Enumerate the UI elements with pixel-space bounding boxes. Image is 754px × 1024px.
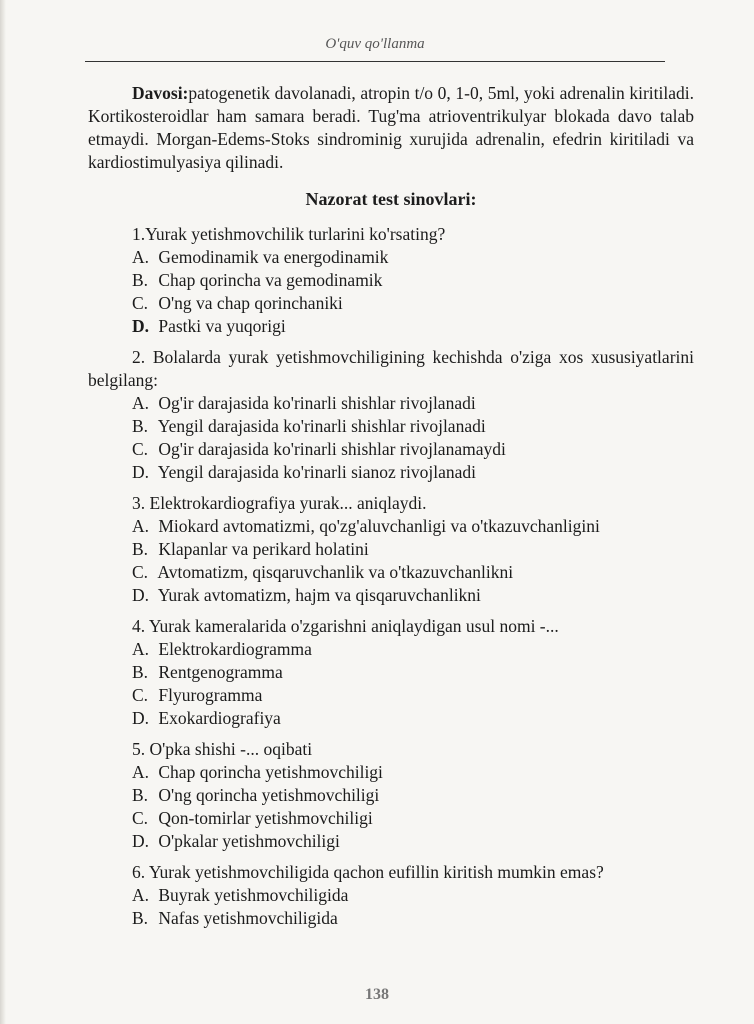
option-text: Buyrak yetishmovchiligida <box>158 885 349 905</box>
option-text: Elektrokardiogramma <box>158 639 312 659</box>
option-letter: A. <box>132 393 150 413</box>
option-text: O'ng va chap qorinchaniki <box>158 293 343 313</box>
option-letter: C. <box>132 685 149 705</box>
option-item <box>132 884 694 907</box>
option-letter: D. <box>132 831 150 851</box>
option-letter: A. <box>132 247 150 267</box>
option-text: Flyurogramma <box>158 685 263 705</box>
option-text: Miokard avtomatizmi, qo'zg'aluvchanligi va o'tkazuvchanligini <box>158 516 600 536</box>
option-item <box>132 392 694 415</box>
question-5 <box>88 738 694 853</box>
option-item <box>132 246 694 269</box>
option-item <box>132 761 694 784</box>
option-item <box>132 707 694 730</box>
option-item <box>132 438 694 461</box>
intro-text: patogenetik davolanadi, atropin t/o 0, 1-0, 5ml, yoki adrenalin kiritiladi. Kortikosteroidlar ham samara beradi. Tug'ma atrioventrikulyar blokada davo talab etmaydi. Morgan-Edems-Stoks sindrominig xurujida adrenalin, efedrin kiritiladi va kardiostimulyasiya qilinadi. <box>88 83 694 172</box>
option-letter: B. <box>132 270 149 290</box>
option-item <box>132 292 694 315</box>
option-text: Og'ir darajasida ko'rinarli shishlar rivojlanadi <box>158 393 476 413</box>
option-text: Chap qorincha yetishmovchiligi <box>158 762 383 782</box>
header-rule <box>85 61 665 62</box>
intro-paragraph <box>88 82 694 174</box>
option-letter: B. <box>132 908 149 928</box>
option-text: Nafas yetishmovchiligida <box>158 908 338 928</box>
option-text: Og'ir darajasida ko'rinarli shishlar rivojlanamaydi <box>158 439 506 459</box>
option-letter: D. <box>132 585 150 605</box>
option-item <box>132 315 694 338</box>
question-text: 3. Elektrokardiografiya yurak... aniqlaydi. <box>132 493 427 513</box>
option-item <box>132 584 694 607</box>
option-list <box>88 884 694 930</box>
section-title: Nazorat test sinovlari: <box>305 189 477 209</box>
option-item <box>132 661 694 684</box>
option-item <box>132 807 694 830</box>
running-header: O'quv qo'llanma <box>325 36 425 52</box>
option-list <box>88 246 694 338</box>
intro-label: Davosi: <box>132 83 189 103</box>
option-letter: D. <box>132 462 150 482</box>
option-item <box>132 269 694 292</box>
option-text: Yurak avtomatizm, hajm va qisqaruvchanlikni <box>157 585 481 605</box>
option-letter: B. <box>132 539 149 559</box>
question-text: 4. Yurak kameralarida o'zgarishni aniqlaydigan usul nomi -... <box>132 616 559 636</box>
question-text: 2. Bolalarda yurak yetishmovchiligining kechishda o'ziga xos xususiyatlarini belgilang: <box>88 347 694 390</box>
option-letter: A. <box>132 516 150 536</box>
question-4 <box>88 615 694 730</box>
option-text: Rentgenogramma <box>158 662 283 682</box>
option-text: Qon-tomirlar yetishmovchiligi <box>158 808 373 828</box>
question-1 <box>88 223 694 338</box>
page-edge <box>0 0 6 1024</box>
option-letter: A. <box>132 885 150 905</box>
question-3 <box>88 492 694 607</box>
option-letter: D. <box>132 316 150 336</box>
option-text: O'ng qorincha yetishmovchiligi <box>158 785 380 805</box>
option-letter: A. <box>132 762 150 782</box>
option-item <box>132 638 694 661</box>
option-text: Yengil darajasida ko'rinarli shishlar rivojlanadi <box>157 416 486 436</box>
option-item <box>132 415 694 438</box>
option-text: Yengil darajasida ko'rinarli sianoz rivojlanadi <box>157 462 476 482</box>
option-text: Pastki va yuqorigi <box>158 316 286 336</box>
option-list <box>88 515 694 607</box>
option-letter: C. <box>132 293 149 313</box>
question-text: 1.Yurak yetishmovchilik turlarini ko'rsating? <box>132 224 446 244</box>
option-item <box>132 784 694 807</box>
option-list <box>88 761 694 853</box>
option-letter: B. <box>132 662 149 682</box>
option-list <box>88 392 694 484</box>
option-text: O'pkalar yetishmovchiligi <box>158 831 340 851</box>
option-item <box>132 830 694 853</box>
option-item <box>132 561 694 584</box>
question-2 <box>88 346 694 484</box>
option-item <box>132 515 694 538</box>
option-letter: B. <box>132 416 149 436</box>
option-letter: C. <box>132 562 149 582</box>
page-content <box>88 82 694 930</box>
option-text: Klapanlar va perikard holatini <box>158 539 369 559</box>
option-text: Chap qorincha va gemodinamik <box>158 270 383 290</box>
option-text: Exokardiografiya <box>158 708 281 728</box>
option-letter: C. <box>132 808 149 828</box>
option-letter: D. <box>132 708 150 728</box>
question-text: 5. O'pka shishi -... oqibati <box>132 739 313 759</box>
option-text: Gemodinamik va energodinamik <box>158 247 389 267</box>
option-item <box>132 461 694 484</box>
page-number: 138 <box>365 986 389 1003</box>
option-letter: A. <box>132 639 150 659</box>
option-letter: C. <box>132 439 149 459</box>
option-item <box>132 538 694 561</box>
option-item <box>132 907 694 930</box>
question-6 <box>88 861 694 930</box>
option-item <box>132 684 694 707</box>
question-list <box>88 223 694 930</box>
option-text: Avtomatizm, qisqaruvchanlik va o'tkazuvchanlikni <box>157 562 514 582</box>
question-text: 6. Yurak yetishmovchiligida qachon eufillin kiritish mumkin emas? <box>132 862 604 882</box>
option-letter: B. <box>132 785 149 805</box>
option-list <box>88 638 694 730</box>
